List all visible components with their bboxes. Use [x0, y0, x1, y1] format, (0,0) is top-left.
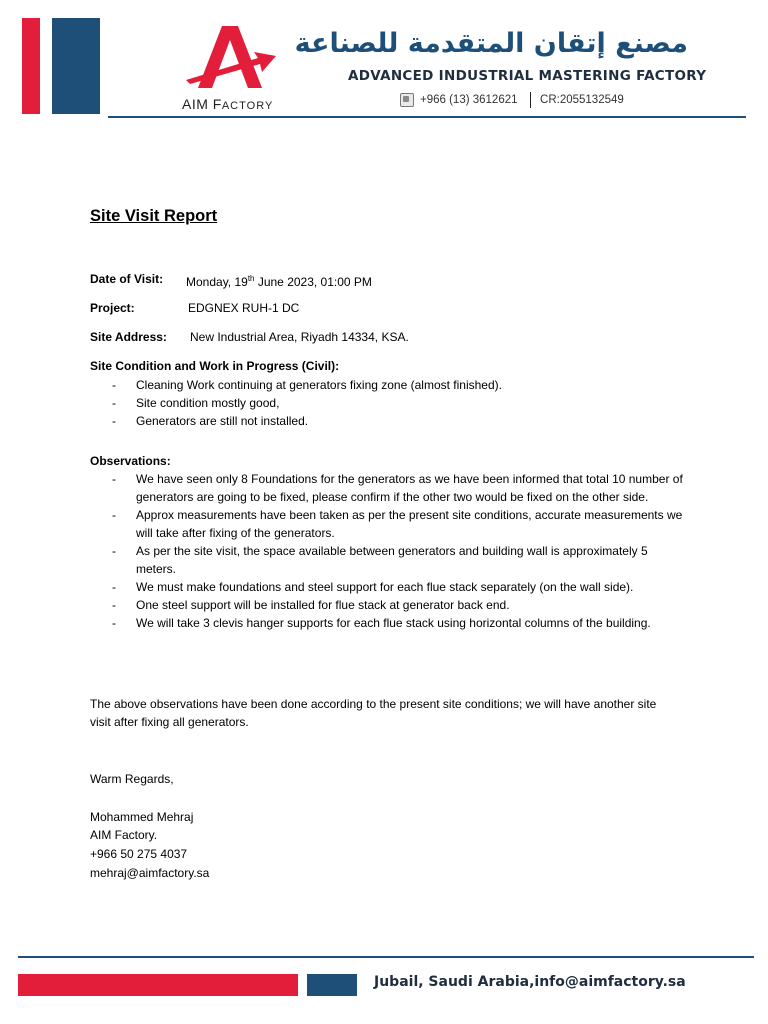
list-marker: - — [112, 544, 116, 558]
list-item — [112, 614, 686, 632]
list-item — [112, 506, 686, 542]
signature-company: AIM Factory. — [90, 828, 158, 842]
date-value-day: Monday, 19 — [186, 275, 248, 289]
list-item — [112, 578, 686, 596]
list-item-text: Generators are still not installed. — [136, 414, 309, 428]
list-marker: - — [112, 508, 116, 522]
date-value — [186, 270, 372, 291]
list-marker: - — [112, 580, 116, 594]
logo-wordmark-rest: ACTORY — [221, 100, 274, 112]
project-label: Project: — [90, 301, 135, 315]
header-red-bar — [22, 18, 40, 114]
list-item — [112, 470, 686, 506]
list-marker: - — [112, 396, 116, 410]
observations-list — [112, 470, 686, 632]
address-label: Site Address: — [90, 330, 167, 344]
logo-wordmark — [182, 96, 273, 112]
regards-line: Warm Regards, — [90, 772, 174, 786]
signature-name: Mohammed Mehraj — [90, 810, 194, 824]
observations-heading: Observations: — [90, 454, 171, 468]
list-item-text: One steel support will be installed for flue stack at generator back end. — [136, 598, 510, 612]
company-name-english: ADVANCED INDUSTRIAL MASTERING FACTORY — [348, 68, 707, 84]
list-item-text: As per the site visit, the space available between generators and building wall is approximately 5 meters. — [136, 544, 648, 576]
header-cr-number: CR:2055132549 — [540, 94, 624, 106]
report-title: Site Visit Report — [90, 207, 218, 225]
signature-phone: +966 50 275 4037 — [90, 847, 188, 861]
footer-contact: Jubail, Saudi Arabia,info@aimfactory.sa — [374, 974, 686, 990]
list-marker: - — [112, 472, 116, 486]
footer-red-bar — [18, 974, 298, 996]
address-value: New Industrial Area, Riyadh 14334, KSA. — [190, 330, 409, 344]
phone-icon — [400, 93, 414, 107]
header-contact-row — [400, 92, 624, 108]
header-blue-bar — [52, 18, 100, 114]
list-item-text: We have seen only 8 Foundations for the generators as we have been informed that total 10 number of generators are going to be fixed, please confirm if the other two would be fixed on the other side. — [136, 472, 683, 504]
date-label: Date of Visit: — [90, 272, 164, 286]
list-marker: - — [112, 414, 116, 428]
project-value: EDGNEX RUH-1 DC — [188, 301, 300, 315]
signature-email: mehraj@aimfactory.sa — [90, 866, 210, 880]
list-item — [112, 542, 686, 578]
list-item-text: We must make foundations and steel support for each flue stack separately (on the wall side). — [136, 580, 634, 594]
list-item — [112, 412, 672, 430]
list-item-text: Cleaning Work continuing at generators fixing zone (almost finished). — [136, 378, 502, 392]
list-item — [112, 376, 672, 394]
logo-wordmark-initial: AIM F — [182, 96, 222, 112]
company-name-arabic: مصنع إتقان المتقدمة للصناعة — [294, 28, 688, 59]
date-value-ordinal: th — [247, 274, 255, 283]
header-rule — [108, 116, 746, 118]
list-item — [112, 394, 672, 412]
list-item-text: We will take 3 clevis hanger supports for each flue stack using horizontal columns of the building. — [136, 616, 651, 630]
header-divider — [530, 92, 532, 108]
list-item — [112, 596, 686, 614]
list-item-text: Approx measurements have been taken as per the present site conditions, accurate measurements we will take after fixing of the generators. — [136, 508, 683, 540]
logo-arrow-shape — [186, 52, 276, 84]
closing-paragraph: The above observations have been done according to the present site conditions; we will have another site visit after fixing all generators. — [90, 697, 657, 729]
header-phone: +966 (13) 3612621 — [420, 94, 518, 106]
list-marker: - — [112, 378, 116, 392]
site-condition-list — [112, 376, 672, 430]
list-marker: - — [112, 616, 116, 630]
list-item-text: Site condition mostly good, — [136, 396, 280, 410]
site-condition-heading: Site Condition and Work in Progress (Civil): — [90, 359, 340, 373]
footer-rule — [18, 956, 754, 958]
footer-blue-bar — [307, 974, 357, 996]
date-value-rest: June 2023, 01:00 PM — [254, 275, 372, 289]
list-marker: - — [112, 598, 116, 612]
